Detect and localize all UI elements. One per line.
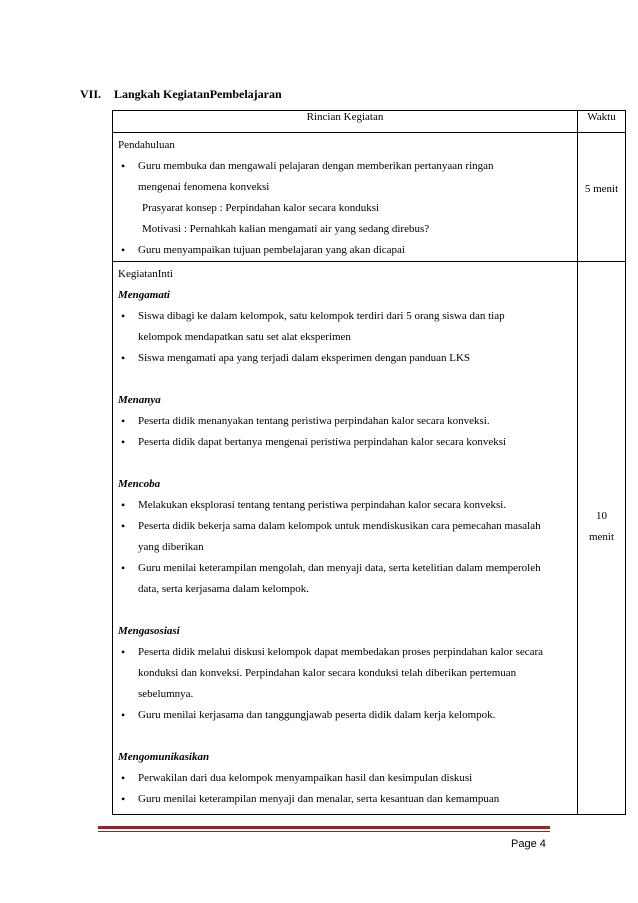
list-item: • Guru membuka dan mengawali pelajaran dengan memberikan pertanyaan ringan bbox=[118, 156, 572, 177]
activity-table bbox=[112, 110, 626, 815]
inti-time-unit: menit bbox=[588, 531, 615, 543]
subheading-menanya: Menanya bbox=[118, 394, 161, 406]
list-item: • Peserta didik menanyakan tentang peristiwa perpindahan kalor secara konveksi. bbox=[118, 411, 572, 432]
list-item: • Perwakilan dari dua kelompok menyampaikan hasil dan kesimpulan diskusi bbox=[118, 768, 572, 789]
footer-rule-thin bbox=[98, 831, 550, 832]
list-item: • Peserta didik melalui diskusi kelompok dapat membedakan proses perpindahan kalor secara bbox=[118, 642, 572, 663]
table-header-row bbox=[113, 111, 626, 133]
list-item: • Siswa dibagi ke dalam kelompok, satu kelompok terdiri dari 5 orang siswa dan tiap bbox=[118, 306, 572, 327]
list-item: • Peserta didik bekerja sama dalam kelompok untuk mendiskusikan cara pemecahan masalah bbox=[118, 516, 572, 537]
list-item-continuation: konduksi dan konveksi. Perpindahan kalor secara konduksi telah diberikan pertemuan bbox=[138, 667, 517, 679]
pendahuluan-time: 5 menit bbox=[584, 183, 619, 195]
pendahuluan-cell bbox=[113, 133, 578, 262]
prasyarat-text: Prasyarat konsep : Perpindahan kalor secara konduksi bbox=[142, 202, 380, 214]
inti-title: KegiatanInti bbox=[118, 268, 173, 280]
list-item: • Siswa mengamati apa yang terjadi dalam eksperimen dengan panduan LKS bbox=[118, 348, 572, 369]
footer-rule bbox=[98, 826, 550, 829]
list-item: • Guru menilai keterampilan mengolah, dan menyaji data, serta ketelitian dalam memperoleh bbox=[118, 558, 572, 579]
pendahuluan-title: Pendahuluan bbox=[118, 139, 175, 151]
pendahuluan-time-cell bbox=[578, 133, 626, 262]
subheading-mengamati: Mengamati bbox=[118, 289, 170, 301]
header-activity: Rincian Kegiatan bbox=[113, 111, 578, 133]
list-item-continuation: yang diberikan bbox=[138, 541, 204, 553]
list-item-continuation: sebelumnya. bbox=[138, 688, 194, 700]
list-item-continuation: data, serta kerjasama dalam kelompok. bbox=[138, 583, 310, 595]
inti-time-cell bbox=[578, 262, 626, 815]
list-item: • Guru menilai keterampilan menyaji dan menalar, serta kesantuan dan kemampuan bbox=[118, 789, 572, 810]
section-number: VII. bbox=[80, 87, 102, 101]
table-row-pendahuluan bbox=[113, 133, 626, 262]
inti-time-number: 10 bbox=[596, 510, 607, 522]
list-item-continuation: mengenai fenomena konveksi bbox=[138, 181, 270, 193]
header-time: Waktu bbox=[578, 111, 626, 133]
table-row-inti bbox=[113, 262, 626, 815]
subheading-mencoba: Mencoba bbox=[118, 478, 161, 490]
list-item: • Melakukan eksplorasi tentang tentang peristiwa perpindahan kalor secara konveksi. bbox=[118, 495, 572, 516]
list-item-continuation: kelompok mendapatkan satu set alat eksperimen bbox=[138, 331, 351, 343]
subheading-mengomunikasikan: Mengomunikasikan bbox=[118, 751, 210, 763]
list-item: • Guru menyampaikan tujuan pembelajaran yang akan dicapai bbox=[118, 240, 572, 261]
list-item: • Guru menilai kerjasama dan tanggungjawab peserta didik dalam kerja kelompok. bbox=[118, 705, 572, 726]
section-heading bbox=[80, 87, 282, 102]
list-item: • Peserta didik dapat bertanya mengenai peristiwa perpindahan kalor secara konveksi bbox=[118, 432, 572, 453]
subheading-mengasosiasi: Mengasosiasi bbox=[118, 625, 180, 637]
motivasi-text: Motivasi : Pernahkah kalian mengamati air yang sedang direbus? bbox=[142, 223, 430, 235]
page-number: Page 4 bbox=[511, 838, 546, 850]
section-title: Langkah KegiatanPembelajaran bbox=[114, 87, 282, 101]
inti-cell bbox=[113, 262, 578, 815]
